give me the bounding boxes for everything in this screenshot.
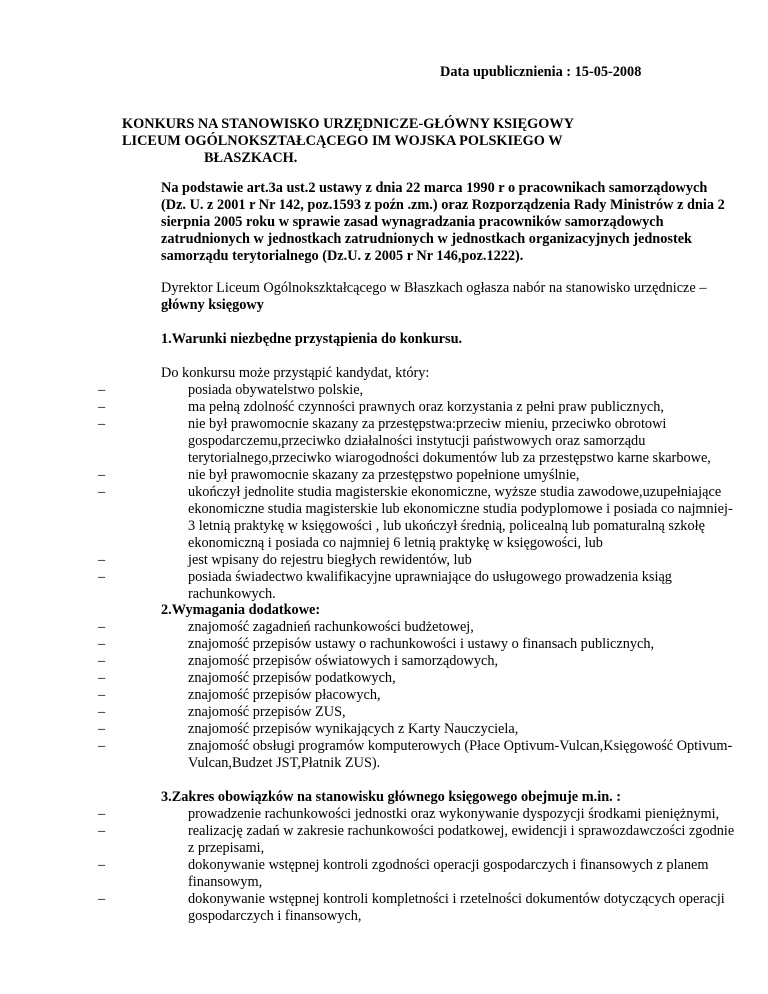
list-item-text [188,467,695,484]
list-item-text [188,416,711,467]
dash-bullet: – [98,552,106,568]
list-item-text [188,891,725,925]
dash-bullet: – [98,653,106,669]
list-item-line: znajomość obsługi programów komputerowych (Płace Optivum-Vulcan,Księgowość Optivum- [188,738,733,754]
list-item-line: nie był prawomocnie skazany za przestępstwa:przeciw mieniu, przeciwko obrotowi [188,416,667,432]
list-item [98,721,695,738]
section-1-intro [161,365,695,382]
section-1 [161,331,695,348]
list-item-line: znajomość przepisów wynikających z Karty Nauczyciela, [188,721,519,737]
list-item-line: terytorialnego,przeciwko wiarogodności dokumentów lub za przestępstwo karne skarbowe, [188,450,711,466]
list-item-line: 3 letnią praktykę w księgowości , lub ukończył średnią, policealną lub pomaturalną szkołę [188,518,705,534]
list-item-text [188,687,695,704]
list-item-line: znajomość przepisów ustawy o rachunkowości i ustawy o finansach publicznych, [188,636,655,652]
dash-bullet: – [98,382,106,398]
dash-bullet: – [98,670,106,686]
list-item-line: jest wpisany do rejestru biegłych rewidentów, lub [188,552,472,568]
dash-bullet: – [98,569,106,585]
list-item-line: Vulcan,Budzet JST,Płatnik ZUS). [188,755,381,771]
legal-basis-line: sierpnia 2005 roku w sprawie zasad wynagradzania pracowników samorządowych [161,214,664,230]
list-item [98,382,695,399]
legal-basis-line: samorządu terytorialnego (Dz.U. z 2005 r Nr 146,poz.1222). [161,248,524,264]
dash-bullet: – [98,806,106,822]
dash-bullet: – [98,399,106,415]
list-item-line: znajomość przepisów oświatowych i samorządowych, [188,653,499,669]
dash-bullet: – [98,738,106,754]
list-item [98,738,733,772]
list-item-text [188,569,695,603]
list-item-line: ekonomiczną i posiada co najmniej 6 letnią praktykę w księgowości, lub [188,535,603,551]
list-item-line: ukończył jednolite studia magisterskie ekonomiczne, wyższe studia zawodowe,uzupełniające [188,484,722,500]
list-item-line: znajomość przepisów ZUS, [188,704,346,720]
legal-basis-line: Na podstawie art.3a ust.2 ustawy z dnia 22 marca 1990 r o pracownikach samorządowych [161,180,708,196]
list-item-text [188,382,695,399]
list-item-text [188,857,709,891]
dash-bullet: – [98,416,106,432]
list-item [98,857,709,891]
section-3 [161,789,695,806]
title-line: KONKURS NA STANOWISKO URZĘDNICZE-GŁÓWNY KSIĘGOWY [122,116,575,132]
section-heading: 2.Wymagania dodatkowe: [161,602,321,618]
list-item [98,891,725,925]
dash-bullet: – [98,484,106,500]
list-item-text [188,721,695,738]
list-item-text [188,552,695,569]
list-item [98,653,695,670]
list-item-text [188,738,733,772]
dash-bullet: – [98,721,106,737]
dash-bullet: – [98,823,106,839]
legal-basis-line: (Dz. U. z 2001 r Nr 142, poz.1593 z poźn .zm.) oraz Rozporządzenia Rady Ministrów z dnia 2 [161,197,725,213]
list-item-line: z przepisami, [188,840,265,856]
list-item [98,687,695,704]
list-item [98,806,720,823]
dash-bullet: – [98,857,106,873]
list-item-line: ma pełną zdolność czynności prawnych oraz korzystania z pełni praw publicznych, [188,399,664,415]
list-item-line: rachunkowych. [188,586,276,602]
list-item-line: posiada świadectwo kwalifikacyjne uprawniające do usługowego prowadzenia ksiąg [188,569,672,585]
section-3-list [98,806,735,925]
section-heading: 1.Warunki niezbędne przystąpienia do konkursu. [161,331,463,347]
list-item-text [188,704,695,721]
list-item-line: znajomość przepisów podatkowych, [188,670,396,686]
dash-bullet: – [98,687,106,703]
list-item-line: finansowym, [188,874,263,890]
list-item-text [188,619,695,636]
list-item [98,399,695,416]
list-item-text [188,806,720,823]
list-item-line: dokonywanie wstępnej kontroli zgodności operacji gospodarczych i finansowych z planem [188,857,709,873]
list-item [98,552,695,569]
list-item-line: ekonomiczne studia magisterskie lub ekonomiczne studia podyplomowe i posiada co najmniej- [188,501,733,517]
document-title [122,116,682,167]
section-heading: 3.Zakres obowiązków na stanowisku głównego księgowego obejmuje m.in. : [161,789,622,805]
list-item [98,569,695,603]
list-item-line: dokonywanie wstępnej kontroli kompletności i rzetelności dokumentów dotyczących operacji [188,891,725,907]
section-intro: Do konkursu może przystąpić kandydat, który: [161,365,430,381]
list-item-line: posiada obywatelstwo polskie, [188,382,364,398]
list-item-text [188,636,695,653]
list-item-text [188,399,695,416]
publication-date: Data upublicznienia : 15-05-2008 [440,64,642,80]
announcement [161,280,707,314]
list-item-text [188,823,735,857]
announcement-line: główny księgowy [161,297,264,313]
list-item-line: znajomość zagadnień rachunkowości budżetowej, [188,619,474,635]
list-item-text [188,484,733,552]
section-1-list [98,382,733,603]
dash-bullet: – [98,467,106,483]
list-item [98,704,695,721]
list-item [98,670,695,687]
section-2-list [98,619,733,772]
dash-bullet: – [98,619,106,635]
announcement-line: Dyrektor Liceum Ogólnokszktałcącego w Błaszkach ogłasza nabór na stanowisko urzędnicze – [161,280,707,296]
title-line: BŁASZKACH. [204,150,298,166]
list-item-line: znajomość przepisów płacowych, [188,687,381,703]
list-item-text [188,653,695,670]
list-item-text [188,670,695,687]
list-item [98,467,695,484]
title-line: LICEUM OGÓLNOKSZTAŁCĄCEGO IM WOJSKA POLSKIEGO W [122,133,563,149]
list-item-line: realizację zadań w zakresie rachunkowości podatkowej, ewidencji i sprawozdawczości zgodnie [188,823,735,839]
list-item [98,484,733,552]
list-item [98,636,695,653]
dash-bullet: – [98,636,106,652]
dash-bullet: – [98,891,106,907]
dash-bullet: – [98,704,106,720]
legal-basis-line: zatrudnionych w jednostkach zatrudnionych w jednostkach organizacyjnych jednostek [161,231,693,247]
list-item-line: prowadzenie rachunkowości jednostki oraz wykonywanie dyspozycji środkami pieniężnymi, [188,806,720,822]
section-2 [161,602,695,619]
legal-basis [161,180,725,265]
list-item-line: nie był prawomocnie skazany za przestępstwo popełnione umyślnie, [188,467,580,483]
list-item-line: gospodarczych i finansowych, [188,908,362,924]
list-item [98,416,711,467]
list-item-line: gospodarczemu,przeciwko działalności instytucji państwowych oraz samorządu [188,433,646,449]
list-item [98,619,695,636]
list-item [98,823,735,857]
